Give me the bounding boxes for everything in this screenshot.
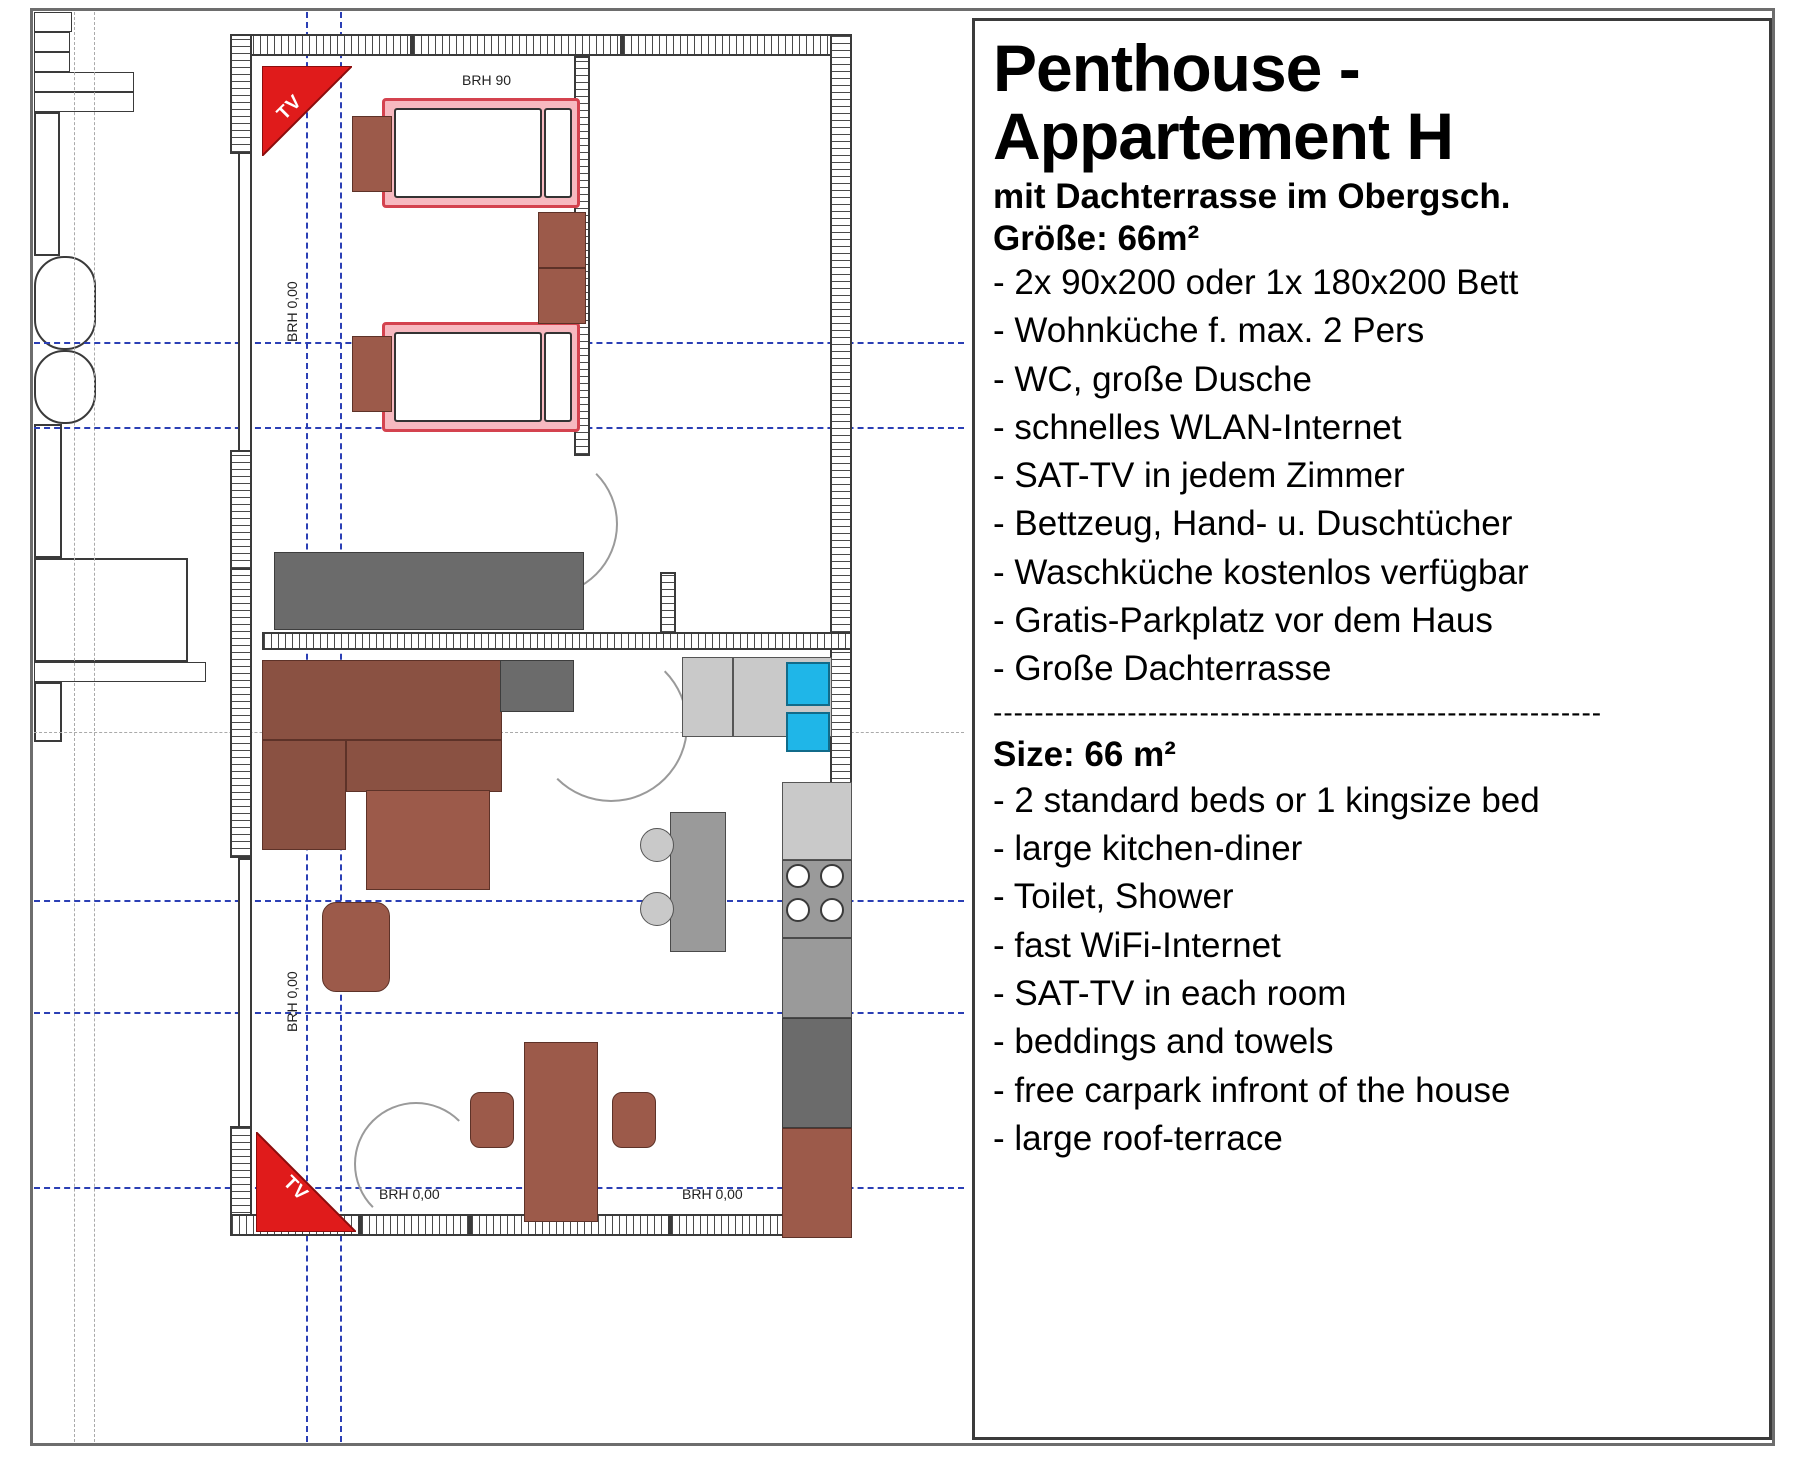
tv-icon bbox=[256, 1132, 356, 1232]
wall-top-right bbox=[622, 34, 852, 56]
bed-1-pillow bbox=[544, 108, 572, 198]
page-title-line-2: Appartement H bbox=[993, 98, 1454, 173]
feature-de-3: - WC, große Dusche bbox=[993, 359, 1312, 399]
shower-tray bbox=[34, 558, 188, 662]
side-table-dark bbox=[500, 660, 574, 712]
page-title-line-1: Penthouse - bbox=[993, 31, 1360, 105]
dining-chair-left bbox=[470, 1092, 514, 1148]
size-label-de: Größe: 66m² bbox=[993, 218, 1200, 258]
window-top-2 bbox=[34, 32, 70, 52]
window-top-3 bbox=[34, 52, 70, 72]
window-left-upper bbox=[238, 152, 252, 452]
wall-left-2 bbox=[230, 450, 252, 570]
wall-mid-horizontal bbox=[262, 632, 852, 650]
window-bottom-1 bbox=[34, 72, 134, 92]
burner-1 bbox=[786, 864, 810, 888]
feature-en-6: - beddings and towels bbox=[993, 1022, 1334, 1062]
feature-en-1: - 2 standard beds or 1 kingsize bed bbox=[993, 780, 1540, 820]
kitchen-tall-unit bbox=[782, 1128, 852, 1238]
bed-1-mattress bbox=[394, 108, 542, 198]
feature-de-5: - SAT-TV in jedem Zimmer bbox=[993, 456, 1405, 496]
island-stool-2 bbox=[640, 892, 674, 926]
feature-en-8: - large roof-terrace bbox=[993, 1118, 1283, 1158]
section-divider: ----------------------------------------------------------- bbox=[993, 699, 1603, 725]
tv-label-bottom: TV bbox=[278, 1171, 313, 1206]
tv-label-top: TV bbox=[273, 90, 307, 125]
burner-3 bbox=[786, 898, 810, 922]
burner-4 bbox=[820, 898, 844, 922]
feature-de-4: - schnelles WLAN-Internet bbox=[993, 407, 1402, 447]
toilet bbox=[34, 350, 96, 424]
coffee-table bbox=[366, 790, 490, 890]
kitchen-island bbox=[670, 812, 726, 952]
bath-shelf bbox=[34, 662, 206, 682]
info-panel bbox=[972, 18, 1772, 1440]
feature-de-1: - 2x 90x200 oder 1x 180x200 Bett bbox=[993, 262, 1519, 302]
fridge bbox=[782, 1018, 852, 1128]
armchair bbox=[322, 902, 390, 992]
subtitle: mit Dachterrasse im Obergsch. bbox=[993, 176, 1511, 216]
feature-en-2: - large kitchen-diner bbox=[993, 829, 1303, 869]
window-left-lower bbox=[238, 858, 252, 1128]
wall-left-1 bbox=[230, 34, 252, 154]
bath-fixture-3 bbox=[34, 682, 62, 742]
size-label-en: Size: 66 m² bbox=[993, 734, 1176, 774]
burner-2 bbox=[820, 864, 844, 888]
dining-table bbox=[524, 1042, 598, 1222]
wall-bath-stub bbox=[660, 572, 676, 634]
brh-label-bottom-left: BRH 0,00 bbox=[379, 1186, 440, 1202]
door-swing-entry bbox=[354, 1102, 478, 1226]
brh-label-left-lower: BRH 0,00 bbox=[284, 971, 300, 1032]
bed-2-mattress bbox=[394, 332, 542, 422]
brh-label-left-upper: BRH 0,00 bbox=[284, 281, 300, 342]
wardrobe bbox=[274, 552, 584, 630]
feature-en-3: - Toilet, Shower bbox=[993, 877, 1234, 917]
island-stool-1 bbox=[640, 828, 674, 862]
feature-de-7: - Waschküche kostenlos verfügbar bbox=[993, 552, 1529, 592]
window-top-1 bbox=[34, 12, 72, 32]
wall-top-middle bbox=[412, 34, 622, 56]
sofa-seat bbox=[346, 740, 502, 792]
feature-de-2: - Wohnküche f. max. 2 Pers bbox=[993, 311, 1425, 351]
kitchen-divider bbox=[732, 657, 734, 737]
bed-2-pillow bbox=[544, 332, 572, 422]
feature-en-4: - fast WiFi-Internet bbox=[993, 925, 1281, 965]
sofa-side bbox=[262, 740, 346, 850]
kitchen-unit-2 bbox=[782, 782, 852, 860]
feature-en-7: - free carpark infront of the house bbox=[993, 1070, 1511, 1110]
nightstand-1 bbox=[352, 116, 392, 192]
sink-basin-1 bbox=[786, 662, 830, 706]
wall-left-3 bbox=[230, 568, 252, 858]
bedroom-cabinet-2 bbox=[538, 268, 586, 324]
feature-de-9: - Große Dachterrasse bbox=[993, 649, 1332, 689]
window-bottom-2 bbox=[34, 92, 134, 112]
grid-line-vertical bbox=[74, 12, 75, 1442]
dining-chair-right bbox=[612, 1092, 656, 1148]
kitchen-unit-3 bbox=[782, 938, 852, 1018]
sink-basin-2 bbox=[786, 712, 830, 752]
grid-line-vertical bbox=[94, 12, 95, 1442]
feature-en-5: - SAT-TV in each room bbox=[993, 973, 1347, 1013]
bath-fixture-2 bbox=[34, 424, 62, 558]
wall-top-left bbox=[230, 34, 412, 56]
washbasin bbox=[34, 256, 96, 350]
brh-label-bottom-right: BRH 0,00 bbox=[682, 1186, 743, 1202]
sofa-back bbox=[262, 660, 502, 740]
brh-label-top: BRH 90 bbox=[462, 72, 512, 88]
feature-de-6: - Bettzeug, Hand- u. Duschtücher bbox=[993, 504, 1513, 544]
bath-fixture-1 bbox=[34, 112, 60, 256]
nightstand-2 bbox=[352, 336, 392, 412]
bedroom-cabinet-1 bbox=[538, 212, 586, 268]
feature-de-8: - Gratis-Parkplatz vor dem Haus bbox=[993, 601, 1493, 641]
floorplan-drawing bbox=[34, 12, 964, 1442]
